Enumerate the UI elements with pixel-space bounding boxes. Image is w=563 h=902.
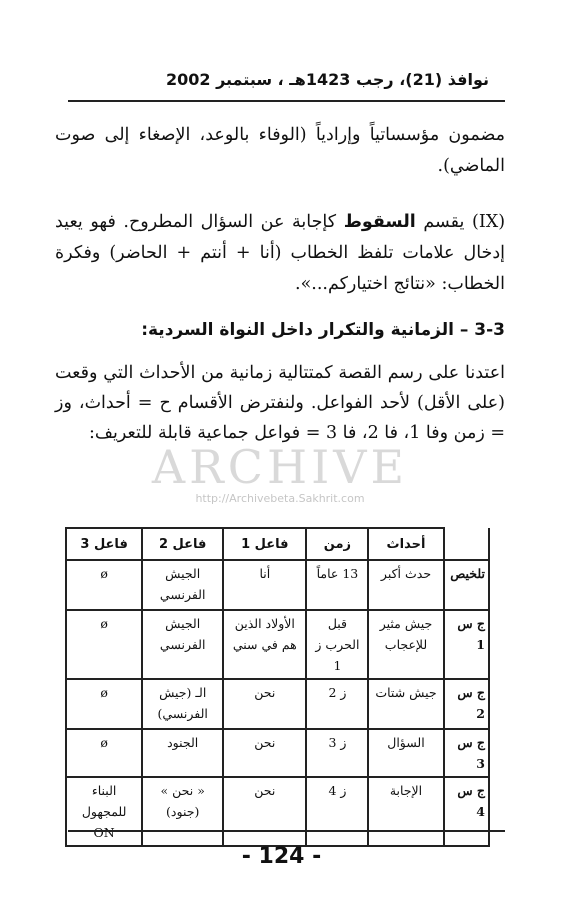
cell-actor-1: نحن bbox=[223, 777, 306, 846]
paragraph-2 bbox=[55, 207, 505, 300]
cell-actor-3: البناء للمجهول ON bbox=[66, 777, 142, 846]
table-row bbox=[66, 610, 489, 679]
row-label: ج س 3 bbox=[444, 729, 489, 777]
header-actor-2: فاعل 2 bbox=[142, 528, 223, 560]
cell-actor-1: نحن bbox=[223, 679, 306, 729]
watermark-url: http://Archivebeta.Sakhrit.com bbox=[195, 492, 365, 505]
row-label: ج س 2 bbox=[444, 679, 489, 729]
cell-time: ز 4 bbox=[306, 777, 368, 846]
running-header: نوافذ (21)، رجب 1423هـ ، سبتمبر 2002 bbox=[165, 70, 489, 89]
term-fall: السقوط bbox=[343, 212, 416, 232]
cell-actor-1: الأولاد الذين هم في سني bbox=[223, 610, 306, 679]
cell-events: الإجابة bbox=[368, 777, 443, 846]
cell-actor-1: أنا bbox=[223, 560, 306, 610]
cell-events: السؤال bbox=[368, 729, 443, 777]
cell-actor-3: ø bbox=[66, 560, 142, 610]
archive-watermark bbox=[140, 440, 420, 520]
section-heading: 3-3 – الزمانية والتكرار داخل النواة السردية: bbox=[141, 320, 505, 340]
table-row bbox=[66, 729, 489, 777]
paragraph-1: مضمون مؤسساتياً وإرادياً (الوفاء بالوعد، الإصغاء إلى صوت الماضي). bbox=[55, 125, 505, 176]
table-header-row bbox=[66, 528, 489, 560]
cell-actor-1: نحن bbox=[223, 729, 306, 777]
cell-actor-2: « نحن » (جنود) bbox=[142, 777, 223, 846]
cell-time: ز 2 bbox=[306, 679, 368, 729]
cell-actor-3: ø bbox=[66, 729, 142, 777]
row-label: ج س 1 bbox=[444, 610, 489, 679]
watermark-text: ARCHIVE bbox=[151, 440, 409, 494]
table-row bbox=[66, 777, 489, 846]
row-label: ج س 4 bbox=[444, 777, 489, 846]
cell-actor-2: الجيش الفرنسي bbox=[142, 610, 223, 679]
cell-actor-3: ø bbox=[66, 679, 142, 729]
summary-table bbox=[65, 527, 490, 847]
paragraph-3: اعتدنا على رسم القصة كمتتالية زمانية من الأحداث التي وقعت (على الأقل) لأحد الفواعل. ولنفترض الأقسام ح = أحداث، وز = زمن وفا 1، فا 2، فا 3 = فواعل جماعية قابلة للتعريف: bbox=[55, 363, 505, 443]
cell-events: جيش شتات bbox=[368, 679, 443, 729]
paragraph-2-rest: كإجابة عن السؤال المطروح. فهو يعيد إدخال علامات تلفظ الخطاب (أنا + أنتم + الحاضر) وفكرة الخطاب: «نتائج اختياركم...». bbox=[55, 212, 505, 294]
header-actor-1: فاعل 1 bbox=[223, 528, 306, 560]
cell-time: ز 3 bbox=[306, 729, 368, 777]
header-rule bbox=[68, 100, 505, 102]
table-row bbox=[66, 679, 489, 729]
row-label: تلخيص bbox=[444, 560, 489, 610]
cell-actor-2: الجيش الفرنسي bbox=[142, 560, 223, 610]
cell-actor-3: ø bbox=[66, 610, 142, 679]
header-events: أحداث bbox=[368, 528, 443, 560]
cell-events: جيش مثير للإعجاب bbox=[368, 610, 443, 679]
cell-time: 13 عاماً bbox=[306, 560, 368, 610]
header-time: زمن bbox=[306, 528, 368, 560]
cell-time: قبل الحرب ز 1 bbox=[306, 610, 368, 679]
header-empty-cell bbox=[444, 528, 489, 560]
footer-rule bbox=[68, 830, 505, 832]
cell-actor-2: الجنود bbox=[142, 729, 223, 777]
cell-events: حدث أكبر bbox=[368, 560, 443, 610]
table-row bbox=[66, 560, 489, 610]
header-actor-3: فاعل 3 bbox=[66, 528, 142, 560]
paragraph-2-start: (IX) يقسم bbox=[415, 212, 506, 232]
page-number: - 124 - bbox=[241, 844, 322, 869]
cell-actor-2: الـ (جيش الفرنسي) bbox=[142, 679, 223, 729]
